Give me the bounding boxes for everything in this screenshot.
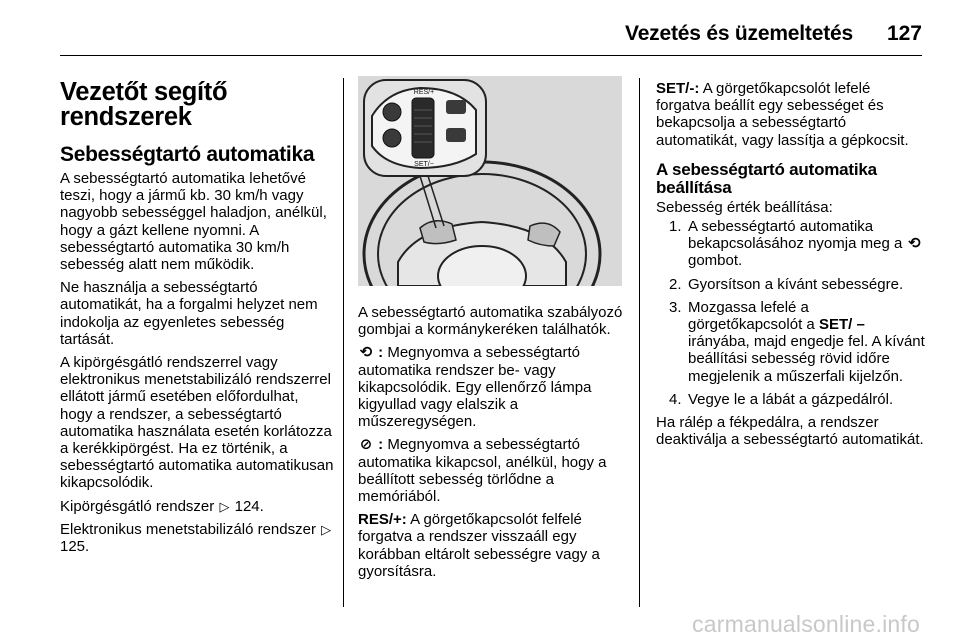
column-divider-1	[343, 78, 344, 607]
header-rule	[60, 55, 922, 56]
res-label: RES/+	[413, 89, 435, 96]
watermark: carmanualsonline.info	[692, 611, 920, 637]
list-item: 3. Mozgassa lefelé a görgetőkapcsolót a SET/ – irányába, majd engedje fel. A kívánt beállítási sebesség rövid időre megjelenik a műszerfali kijelzőn.	[669, 298, 925, 385]
column-2	[358, 80, 624, 586]
column-3	[656, 80, 926, 454]
page-ref-link[interactable]: 125.	[60, 538, 90, 556]
column-1	[60, 80, 335, 561]
paragraph: Ne használja a sebességtartó automatikát, ha a forgalmi helyzet nem indokolja az egyenletes sebesség tartását.	[60, 279, 318, 348]
page-header	[625, 14, 922, 46]
cruise-on-icon: ⟲	[908, 235, 921, 253]
paragraph: Ha rálép a fékpedálra, a rendszer deaktiválja a sebességtartó automatikát.	[656, 414, 924, 449]
page-ref-link[interactable]: 124.	[234, 497, 264, 515]
speed-limiter-icon	[446, 100, 466, 114]
subsection-heading: A sebességtartó automatika beállítása	[656, 159, 877, 197]
definition-item: RES/+: A görgetőkapcsolót felfelé forgatva a rendszer visszaáll egy korábban eltárolt sebességre vagy a gyorsításra.	[358, 511, 600, 580]
cross-reference: Kipörgésgátló rendszer ▷ 124.	[60, 497, 264, 515]
figure-caption: A sebességtartó automatika szabályozó gombjai a kormánykeréken találhatók.	[358, 304, 623, 339]
cruise-on-icon	[383, 103, 401, 121]
list-item: 2. Gyorsítson a kívánt sebességre.	[669, 275, 904, 293]
paragraph: A sebességtartó automatika lehetővé teszi, hogy a jármű kb. 30 km/h vagy nagyobb sebességgel haladjon, anélkül, hogy a gázt kellene nyomni. A sebességtartó automatika 30 km/h sebesség alatt nem működik.	[60, 170, 327, 274]
chapter-title: Vezetőt segítő rendszerek	[60, 78, 228, 131]
page-number: 127	[886, 22, 922, 45]
definition-item: ⟲ : Megnyomva a sebességtartó automatika rendszer be- vagy kikapcsolódik. Egy ellenőrző lámpa kigyullad vagy elalszik a műszeregységen.	[358, 344, 592, 431]
definition-item: SET/-: A görgetőkapcsolót lefelé forgatva beállít egy sebességet és bekapcsolja a sebességtartó automatikát, vagy lassítja a gépkocsit.	[656, 80, 909, 149]
steering-wheel-illustration	[358, 76, 622, 286]
steps-list	[656, 218, 926, 408]
definition-item: ⊘ : Megnyomva a sebességtartó automatika kikapcsol, anélkül, hogy a beállított sebesség törlődne a memóriából.	[358, 436, 607, 506]
cruise-cancel-icon	[383, 129, 401, 147]
column-divider-2	[639, 78, 640, 607]
page-ref-arrow-icon: ▷	[321, 521, 332, 537]
page-ref-arrow-icon: ▷	[219, 498, 230, 514]
list-item: 1. A sebességtartó automatika bekapcsolásához nyomja meg a ⟲ gombot.	[669, 218, 921, 270]
cross-reference: Elektronikus menetstabilizáló rendszer ▷ 125.	[60, 520, 332, 556]
steering-wheel-figure	[358, 76, 622, 286]
cruise-on-icon: ⟲	[359, 344, 373, 362]
paragraph: A kipörgésgátló rendszerrel vagy elektronikus menetstabilizáló rendszerrel ellátott jármű esetében előfordulhat, hogy a rendszer, a sebességtartó automatika használata esetén korlátozza a kerékkipörgést. Ha ez történik, a sebességtartó automatika automatikusan kikapcsolódik.	[60, 354, 334, 492]
list-item: 4. Vegye le a lábát a gázpedálról.	[669, 390, 894, 408]
section-title: Vezetés és üzemeltetés	[625, 22, 853, 45]
set-label: SET/−	[414, 161, 434, 168]
cruise-cancel-icon: ⊘	[359, 436, 373, 454]
paragraph: Sebesség érték beállítása:	[656, 198, 833, 216]
section-heading: Sebességtartó automatika	[60, 143, 315, 166]
